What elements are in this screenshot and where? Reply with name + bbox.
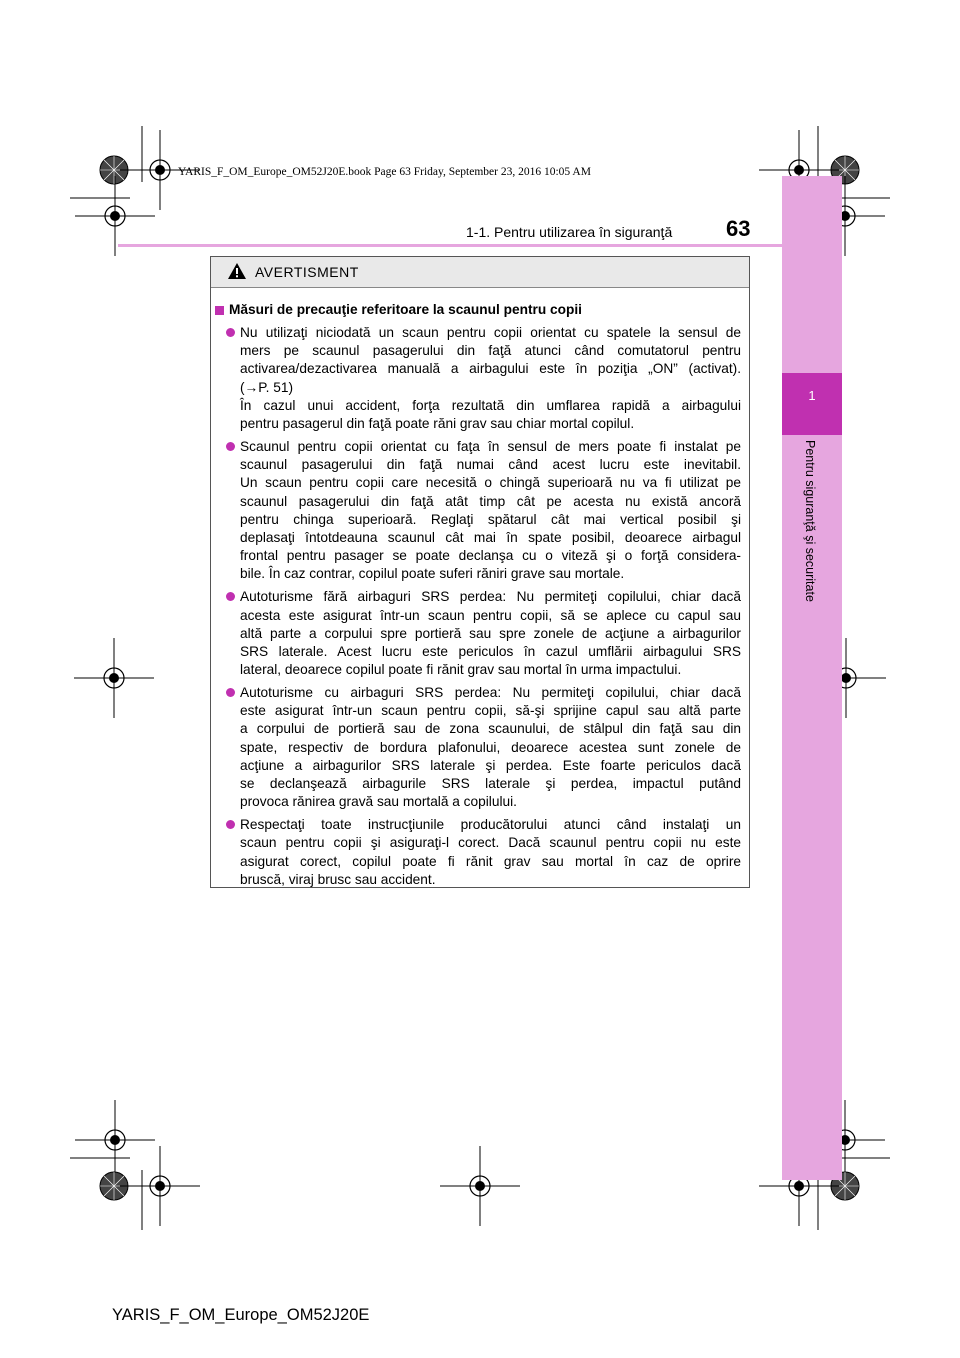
footer-code: YARIS_F_OM_Europe_OM52J20E — [112, 1306, 370, 1324]
round-bullet-icon — [226, 688, 235, 697]
square-bullet-icon — [215, 306, 224, 315]
chapter-tab — [782, 373, 842, 435]
warning-box — [210, 256, 750, 888]
list-item — [215, 588, 741, 679]
text-line: scaunul pasagerului din faţă atât timp cât pe acesta nu există ancoră — [240, 493, 741, 509]
bullet-text — [240, 588, 741, 679]
round-bullet-icon — [226, 442, 235, 451]
list-item — [215, 438, 741, 583]
subheading-text: Măsuri de precauţie referitoare la scaunul pentru copii — [229, 302, 582, 317]
text-line: este asigurat într-un scaun pentru copii, să-şi sprijine capul sau altă parte — [240, 703, 741, 719]
bullet-text — [240, 684, 741, 811]
list-item — [215, 816, 741, 889]
text-line: Scaunul pentru copii orientat cu faţa în sensul de mers poate fi instalat pe — [240, 439, 741, 455]
text-line: pentru pasagerul din faţă poate răni grav sau chiar mortal copilul. — [240, 415, 635, 431]
text-line: SRS laterale. Acest lucru este periculos în cazul umflării airbagului SRS — [240, 643, 741, 659]
page-number: 63 — [726, 216, 751, 241]
section-title: 1-1. Pentru utilizarea în siguranţă — [466, 224, 673, 240]
warning-body — [211, 288, 749, 889]
text-line: activarea/dezactivarea manuală a airbagului este în poziţia „ON” (activat). — [240, 361, 741, 377]
header-rule — [118, 244, 782, 247]
bullet-list — [215, 324, 741, 889]
file-stamp: YARIS_F_OM_Europe_OM52J20E.book Page 63 Friday, September 23, 2016 10:05 AM — [178, 166, 591, 178]
text-line: a corpului de portieră sau de zona scaunului, de stâlpul din faţă sau din — [240, 721, 741, 737]
text-line: frontal pentru pasager se poate declanşa cu o viteză şi o forţă considera- — [240, 548, 741, 564]
warning-header — [211, 257, 749, 288]
round-bullet-icon — [226, 592, 235, 601]
text-line: (→P. 51) — [240, 379, 293, 395]
bullet-text — [240, 324, 741, 433]
warning-subheading — [215, 301, 741, 319]
text-line: asigurat corect, copilul poate fi rănit grav sau mortal în caz de oprire — [240, 853, 741, 869]
text-line: Respectaţi toate instrucţiunile producătorului atunci când instalaţi un — [240, 817, 741, 833]
text-line: se declanşează airbagurile SRS laterale şi perdea, impactul putând — [240, 775, 741, 791]
round-bullet-icon — [226, 820, 235, 829]
chapter-label: Pentru siguranţă şi securitate — [803, 440, 817, 602]
text-line: lateral, deoarece copilul poate fi rănit grav sau mortal în urma impactului. — [240, 661, 682, 677]
text-line: pentru chinga superioară. Reglaţi spătarul cât mai vertical posibil şi — [240, 511, 741, 527]
warning-title: AVERTISMENT — [255, 264, 359, 280]
text-line: altă parte a corpului spre portieră sau spre zonele de acţiune a airbagurilor — [240, 625, 741, 641]
text-line: bruscă, viraj brusc sau accident. — [240, 871, 436, 887]
list-item — [215, 324, 741, 433]
bullet-text — [240, 816, 741, 889]
list-item — [215, 684, 741, 811]
text-line: Autoturisme cu airbaguri SRS perdea: Nu permiteţi copilului, chiar dacă — [240, 685, 741, 701]
text-line: bile. În caz contrar, copilul poate suferi răniri grave sau mortale. — [240, 566, 625, 582]
text-line: spate, respectiv de bordura plafonului, deoarece acestea sunt zonele de — [240, 739, 741, 755]
text-line: Un scaun pentru copii care necesită o chingă superioară nu va fi utilizat pe — [240, 475, 741, 491]
chapter-number: 1 — [808, 388, 816, 403]
side-band — [782, 176, 842, 1180]
text-line: provoca rănirea gravă sau mortală a copilului. — [240, 794, 517, 810]
text-line: deplasaţi întotdeauna scaunul cât mai în spate posibil, deoarece airbagul — [240, 529, 741, 545]
text-line: acesta este asigurat într-un scaun pentru copii, să se aplece cu capul sau — [240, 607, 741, 623]
text-line: acţiune a airbagurilor SRS laterale şi perdea. Este foarte periculos dacă — [240, 757, 741, 773]
warning-triangle-icon — [227, 262, 247, 280]
text-line: scaunul pasagerului din faţă numai când acest lucru este inevitabil. — [240, 457, 741, 473]
round-bullet-icon — [226, 328, 235, 337]
bullet-text — [240, 438, 741, 583]
text-line: scaun pentru copii şi asiguraţi-l corect. Dacă scaunul pentru copii nu este — [240, 835, 741, 851]
text-line: Nu utilizaţi niciodată un scaun pentru copii orientat cu spatele la sensul de — [240, 325, 741, 341]
text-line: Autoturisme fără airbaguri SRS perdea: Nu permiteţi copilului, chiar dacă — [240, 589, 741, 605]
text-line: mers pe scaunul pasagerului din faţă atunci când comutatorul pentru — [240, 343, 741, 359]
text-line: În cazul unui accident, forţa rezultată din umflarea rapidă a airbagului — [240, 397, 741, 413]
